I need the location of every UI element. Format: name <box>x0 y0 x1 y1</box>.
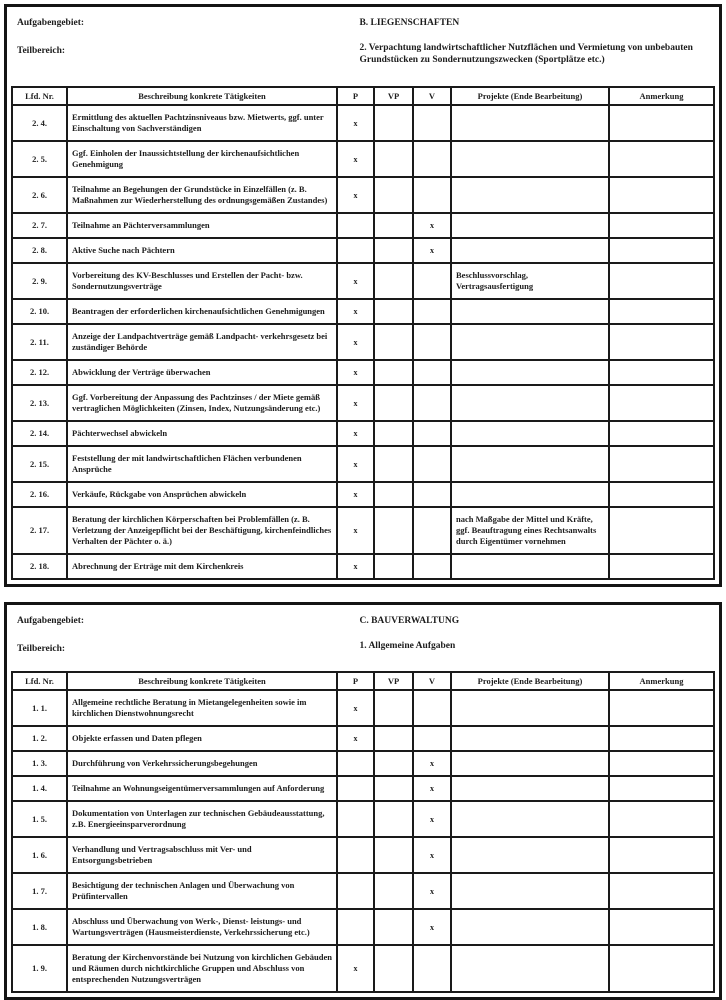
task-description: Beantragen der erforderlichen kirchenaufsichtlichen Genehmigungen <box>67 299 337 324</box>
project-note <box>451 446 609 482</box>
p-mark: x <box>337 690 374 726</box>
section-subtitle: 1. Allgemeine Aufgaben <box>359 641 456 651</box>
project-note <box>451 213 609 238</box>
remark <box>609 482 714 507</box>
v-mark <box>413 385 451 421</box>
vp-mark <box>374 726 413 751</box>
v-mark <box>413 177 451 213</box>
section-liegenschaften <box>4 4 722 587</box>
v-mark <box>413 554 451 579</box>
section-subtitle: 2. Verpachtung landwirtschaftlicher Nutzflächen und Vermietung von unbebauten Grundstücken zu Sondernutzungszwecken (Sportplätze etc.) <box>359 43 693 65</box>
vp-mark <box>374 385 413 421</box>
row-number: 1. 7. <box>12 873 67 909</box>
p-mark: x <box>337 177 374 213</box>
task-description: Feststellung der mit landwirtschaftlichen Flächen verbundenen Ansprüche <box>67 446 337 482</box>
vp-mark <box>374 213 413 238</box>
col-header-p: P <box>337 87 374 105</box>
row-number: 2. 15. <box>12 446 67 482</box>
v-mark: x <box>413 776 451 801</box>
row-number: 1. 2. <box>12 726 67 751</box>
project-note <box>451 238 609 263</box>
vp-mark <box>374 945 413 992</box>
row-number: 1. 5. <box>12 801 67 837</box>
v-mark <box>413 945 451 992</box>
row-number: 2. 7. <box>12 213 67 238</box>
task-description: Abwicklung der Verträge überwachen <box>67 360 337 385</box>
remark <box>609 141 714 177</box>
remark <box>609 873 714 909</box>
project-note <box>451 873 609 909</box>
task-description: Durchführung von Verkehrssicherungsbegehungen <box>67 751 337 776</box>
project-note <box>451 801 609 837</box>
table-header-row <box>12 672 714 690</box>
teilbereich-label: Teilbereich: <box>17 644 66 654</box>
row-number: 2. 18. <box>12 554 67 579</box>
table-row <box>12 360 714 385</box>
vp-mark <box>374 238 413 263</box>
project-note <box>451 421 609 446</box>
remark <box>609 507 714 554</box>
p-mark <box>337 776 374 801</box>
col-header-p: P <box>337 672 374 690</box>
row-number: 2. 5. <box>12 141 67 177</box>
row-number: 1. 3. <box>12 751 67 776</box>
p-mark <box>337 873 374 909</box>
project-note <box>451 751 609 776</box>
row-number: 2. 10. <box>12 299 67 324</box>
table-row <box>12 837 714 873</box>
task-description: Allgemeine rechtliche Beratung in Mietangelegenheiten sowie im kirchlichen Dienstwohnungsrecht <box>67 690 337 726</box>
project-note <box>451 554 609 579</box>
project-note: nach Maßgabe der Mittel und Kräfte, ggf. Beauftragung eines Rechtsanwalts durch Eigentümer vornehmen <box>451 507 609 554</box>
remark <box>609 238 714 263</box>
remark <box>609 837 714 873</box>
table-row <box>12 324 714 360</box>
task-description: Verkäufe, Rückgabe von Ansprüchen abwickeln <box>67 482 337 507</box>
task-description: Pächterwechsel abwickeln <box>67 421 337 446</box>
row-number: 2. 14. <box>12 421 67 446</box>
row-number: 2. 13. <box>12 385 67 421</box>
vp-mark <box>374 690 413 726</box>
row-number: 2. 9. <box>12 263 67 299</box>
header-right-column <box>359 12 715 86</box>
table-row <box>12 751 714 776</box>
remark <box>609 801 714 837</box>
section-bauverwaltung <box>4 602 722 1000</box>
teilbereich-label: Teilbereich: <box>17 46 66 56</box>
p-mark <box>337 909 374 945</box>
task-description: Teilnahme an Pächterversammlungen <box>67 213 337 238</box>
project-note <box>451 385 609 421</box>
project-note <box>451 726 609 751</box>
v-mark <box>413 263 451 299</box>
remark <box>609 751 714 776</box>
vp-mark <box>374 909 413 945</box>
col-header-vp: VP <box>374 672 413 690</box>
p-mark: x <box>337 360 374 385</box>
vp-mark <box>374 482 413 507</box>
p-mark: x <box>337 421 374 446</box>
row-number: 2. 8. <box>12 238 67 263</box>
col-header-projekt: Projekte (Ende Bearbeitung) <box>451 672 609 690</box>
remark <box>609 360 714 385</box>
remark <box>609 554 714 579</box>
project-note <box>451 324 609 360</box>
row-number: 2. 12. <box>12 360 67 385</box>
project-note <box>451 909 609 945</box>
task-description: Ggf. Vorbereitung der Anpassung des Pachtzinses / der Miete gemäß vertraglichen Möglichkeiten (Zinsen, Index, Nutzungsänderung etc.) <box>67 385 337 421</box>
v-mark <box>413 324 451 360</box>
vp-mark <box>374 177 413 213</box>
p-mark: x <box>337 141 374 177</box>
p-mark: x <box>337 726 374 751</box>
vp-mark <box>374 837 413 873</box>
remark <box>609 385 714 421</box>
remark <box>609 421 714 446</box>
vp-mark <box>374 299 413 324</box>
p-mark: x <box>337 263 374 299</box>
task-description: Beratung der kirchlichen Körperschaften bei Problemfällen (z. B. Verletzung der Anzeigepflicht bei der Beschäftigung, kirchenfeindliches Verhalten der Pächter o. ä.) <box>67 507 337 554</box>
p-mark: x <box>337 385 374 421</box>
row-number: 2. 4. <box>12 105 67 141</box>
vp-mark <box>374 324 413 360</box>
remark <box>609 105 714 141</box>
vp-mark <box>374 554 413 579</box>
v-mark: x <box>413 213 451 238</box>
remark <box>609 776 714 801</box>
project-note <box>451 299 609 324</box>
section-title: B. LIEGENSCHAFTEN <box>359 18 460 28</box>
table-row <box>12 726 714 751</box>
col-header-nr: Lfd. Nr. <box>12 87 67 105</box>
project-note <box>451 482 609 507</box>
row-number: 1. 8. <box>12 909 67 945</box>
vp-mark <box>374 360 413 385</box>
task-description: Dokumentation von Unterlagen zur technischen Gebäudeausstattung, z.B. Energieeinsparverordnung <box>67 801 337 837</box>
table-row <box>12 945 714 992</box>
section-title: C. BAUVERWALTUNG <box>359 616 460 626</box>
col-header-description: Beschreibung konkrete Tätigkeiten <box>67 87 337 105</box>
task-description: Ermittlung des aktuellen Pachtzinsniveaus bzw. Mietwerts, ggf. unter Einschaltung von Sachverständigen <box>67 105 337 141</box>
v-mark: x <box>413 873 451 909</box>
section-header <box>11 610 715 671</box>
table-row <box>12 776 714 801</box>
task-description: Abrechnung der Erträge mit dem Kirchenkreis <box>67 554 337 579</box>
task-description: Aktive Suche nach Pächtern <box>67 238 337 263</box>
project-note <box>451 776 609 801</box>
remark <box>609 690 714 726</box>
table-row <box>12 554 714 579</box>
project-note <box>451 837 609 873</box>
remark <box>609 446 714 482</box>
vp-mark <box>374 751 413 776</box>
p-mark: x <box>337 324 374 360</box>
vp-mark <box>374 446 413 482</box>
row-number: 2. 16. <box>12 482 67 507</box>
row-number: 2. 11. <box>12 324 67 360</box>
p-mark: x <box>337 482 374 507</box>
p-mark: x <box>337 446 374 482</box>
task-description: Vorbereitung des KV-Beschlusses und Erstellen der Pacht- bzw. Sondernutzungsverträge <box>67 263 337 299</box>
table-row <box>12 909 714 945</box>
p-mark: x <box>337 299 374 324</box>
vp-mark <box>374 801 413 837</box>
row-number: 1. 6. <box>12 837 67 873</box>
remark <box>609 945 714 992</box>
project-note <box>451 690 609 726</box>
p-mark: x <box>337 945 374 992</box>
tasks-table-liegenschaften <box>11 86 715 580</box>
col-header-v: V <box>413 672 451 690</box>
v-mark <box>413 421 451 446</box>
table-row <box>12 801 714 837</box>
project-note <box>451 360 609 385</box>
aufgabengebiet-label: Aufgabengebiet: <box>17 616 85 626</box>
col-header-nr: Lfd. Nr. <box>12 672 67 690</box>
task-description: Objekte erfassen und Daten pflegen <box>67 726 337 751</box>
project-note <box>451 945 609 992</box>
remark <box>609 324 714 360</box>
row-number: 1. 1. <box>12 690 67 726</box>
project-note <box>451 105 609 141</box>
project-note <box>451 177 609 213</box>
vp-mark <box>374 776 413 801</box>
header-right-column <box>359 610 715 671</box>
v-mark: x <box>413 801 451 837</box>
vp-mark <box>374 105 413 141</box>
row-number: 2. 17. <box>12 507 67 554</box>
table-row <box>12 238 714 263</box>
col-header-projekt: Projekte (Ende Bearbeitung) <box>451 87 609 105</box>
v-mark <box>413 360 451 385</box>
col-header-anmerkung: Anmerkung <box>609 87 714 105</box>
remark <box>609 263 714 299</box>
remark <box>609 726 714 751</box>
table-row <box>12 263 714 299</box>
col-header-v: V <box>413 87 451 105</box>
v-mark <box>413 726 451 751</box>
p-mark: x <box>337 105 374 141</box>
remark <box>609 177 714 213</box>
col-header-anmerkung: Anmerkung <box>609 672 714 690</box>
project-note <box>451 141 609 177</box>
task-description: Teilnahme an Wohnungseigentümerversammlungen auf Anforderung <box>67 776 337 801</box>
task-description: Abschluss und Überwachung von Werk-, Dienst- leistungs- und Wartungsverträgen (Hausmeisterdienste, Verkehrssicherung etc.) <box>67 909 337 945</box>
table-row <box>12 213 714 238</box>
aufgabengebiet-label: Aufgabengebiet: <box>17 18 85 28</box>
table-row <box>12 507 714 554</box>
remark <box>609 299 714 324</box>
row-number: 1. 9. <box>12 945 67 992</box>
task-description: Ggf. Einholen der Inaussichtstellung der kirchenaufsichtlichen Genehmigung <box>67 141 337 177</box>
table-header-row <box>12 87 714 105</box>
task-description: Besichtigung der technischen Anlagen und Überwachung von Prüfintervallen <box>67 873 337 909</box>
p-mark <box>337 213 374 238</box>
v-mark: x <box>413 238 451 263</box>
table-row <box>12 421 714 446</box>
v-mark <box>413 299 451 324</box>
task-description: Beratung der Kirchenvorstände bei Nutzung von kirchlichen Gebäuden und Räumen durch nichtkirchliche Gruppen und Abschluss von entsprechenden Nutzungsverträgen <box>67 945 337 992</box>
p-mark <box>337 751 374 776</box>
table-row <box>12 105 714 141</box>
section-header <box>11 12 715 86</box>
vp-mark <box>374 263 413 299</box>
v-mark: x <box>413 751 451 776</box>
task-description: Teilnahme an Begehungen der Grundstücke in Einzelfällen (z. B. Maßnahmen zur Wiederherstellung des ordnungsgemäßen Zustandes) <box>67 177 337 213</box>
tasks-table-bauverwaltung <box>11 671 715 993</box>
table-row <box>12 873 714 909</box>
p-mark <box>337 238 374 263</box>
vp-mark <box>374 141 413 177</box>
v-mark <box>413 105 451 141</box>
table-row <box>12 385 714 421</box>
vp-mark <box>374 421 413 446</box>
row-number: 2. 6. <box>12 177 67 213</box>
v-mark <box>413 446 451 482</box>
task-description: Anzeige der Landpachtverträge gemäß Landpacht- verkehrsgesetz bei zuständiger Behörde <box>67 324 337 360</box>
table-row <box>12 690 714 726</box>
col-header-vp: VP <box>374 87 413 105</box>
table-row <box>12 482 714 507</box>
remark <box>609 213 714 238</box>
task-description: Verhandlung und Vertragsabschluss mit Ver- und Entsorgungsbetrieben <box>67 837 337 873</box>
p-mark: x <box>337 507 374 554</box>
table-row <box>12 446 714 482</box>
v-mark <box>413 141 451 177</box>
remark <box>609 909 714 945</box>
v-mark: x <box>413 837 451 873</box>
col-header-description: Beschreibung konkrete Tätigkeiten <box>67 672 337 690</box>
v-mark: x <box>413 909 451 945</box>
v-mark <box>413 507 451 554</box>
v-mark <box>413 482 451 507</box>
header-left-column <box>11 12 359 86</box>
p-mark: x <box>337 554 374 579</box>
p-mark <box>337 801 374 837</box>
vp-mark <box>374 873 413 909</box>
row-number: 1. 4. <box>12 776 67 801</box>
v-mark <box>413 690 451 726</box>
vp-mark <box>374 507 413 554</box>
table-row <box>12 177 714 213</box>
table-row <box>12 299 714 324</box>
header-left-column <box>11 610 359 671</box>
project-note: Beschlussvorschlag, Vertragsausfertigung <box>451 263 609 299</box>
p-mark <box>337 837 374 873</box>
table-row <box>12 141 714 177</box>
